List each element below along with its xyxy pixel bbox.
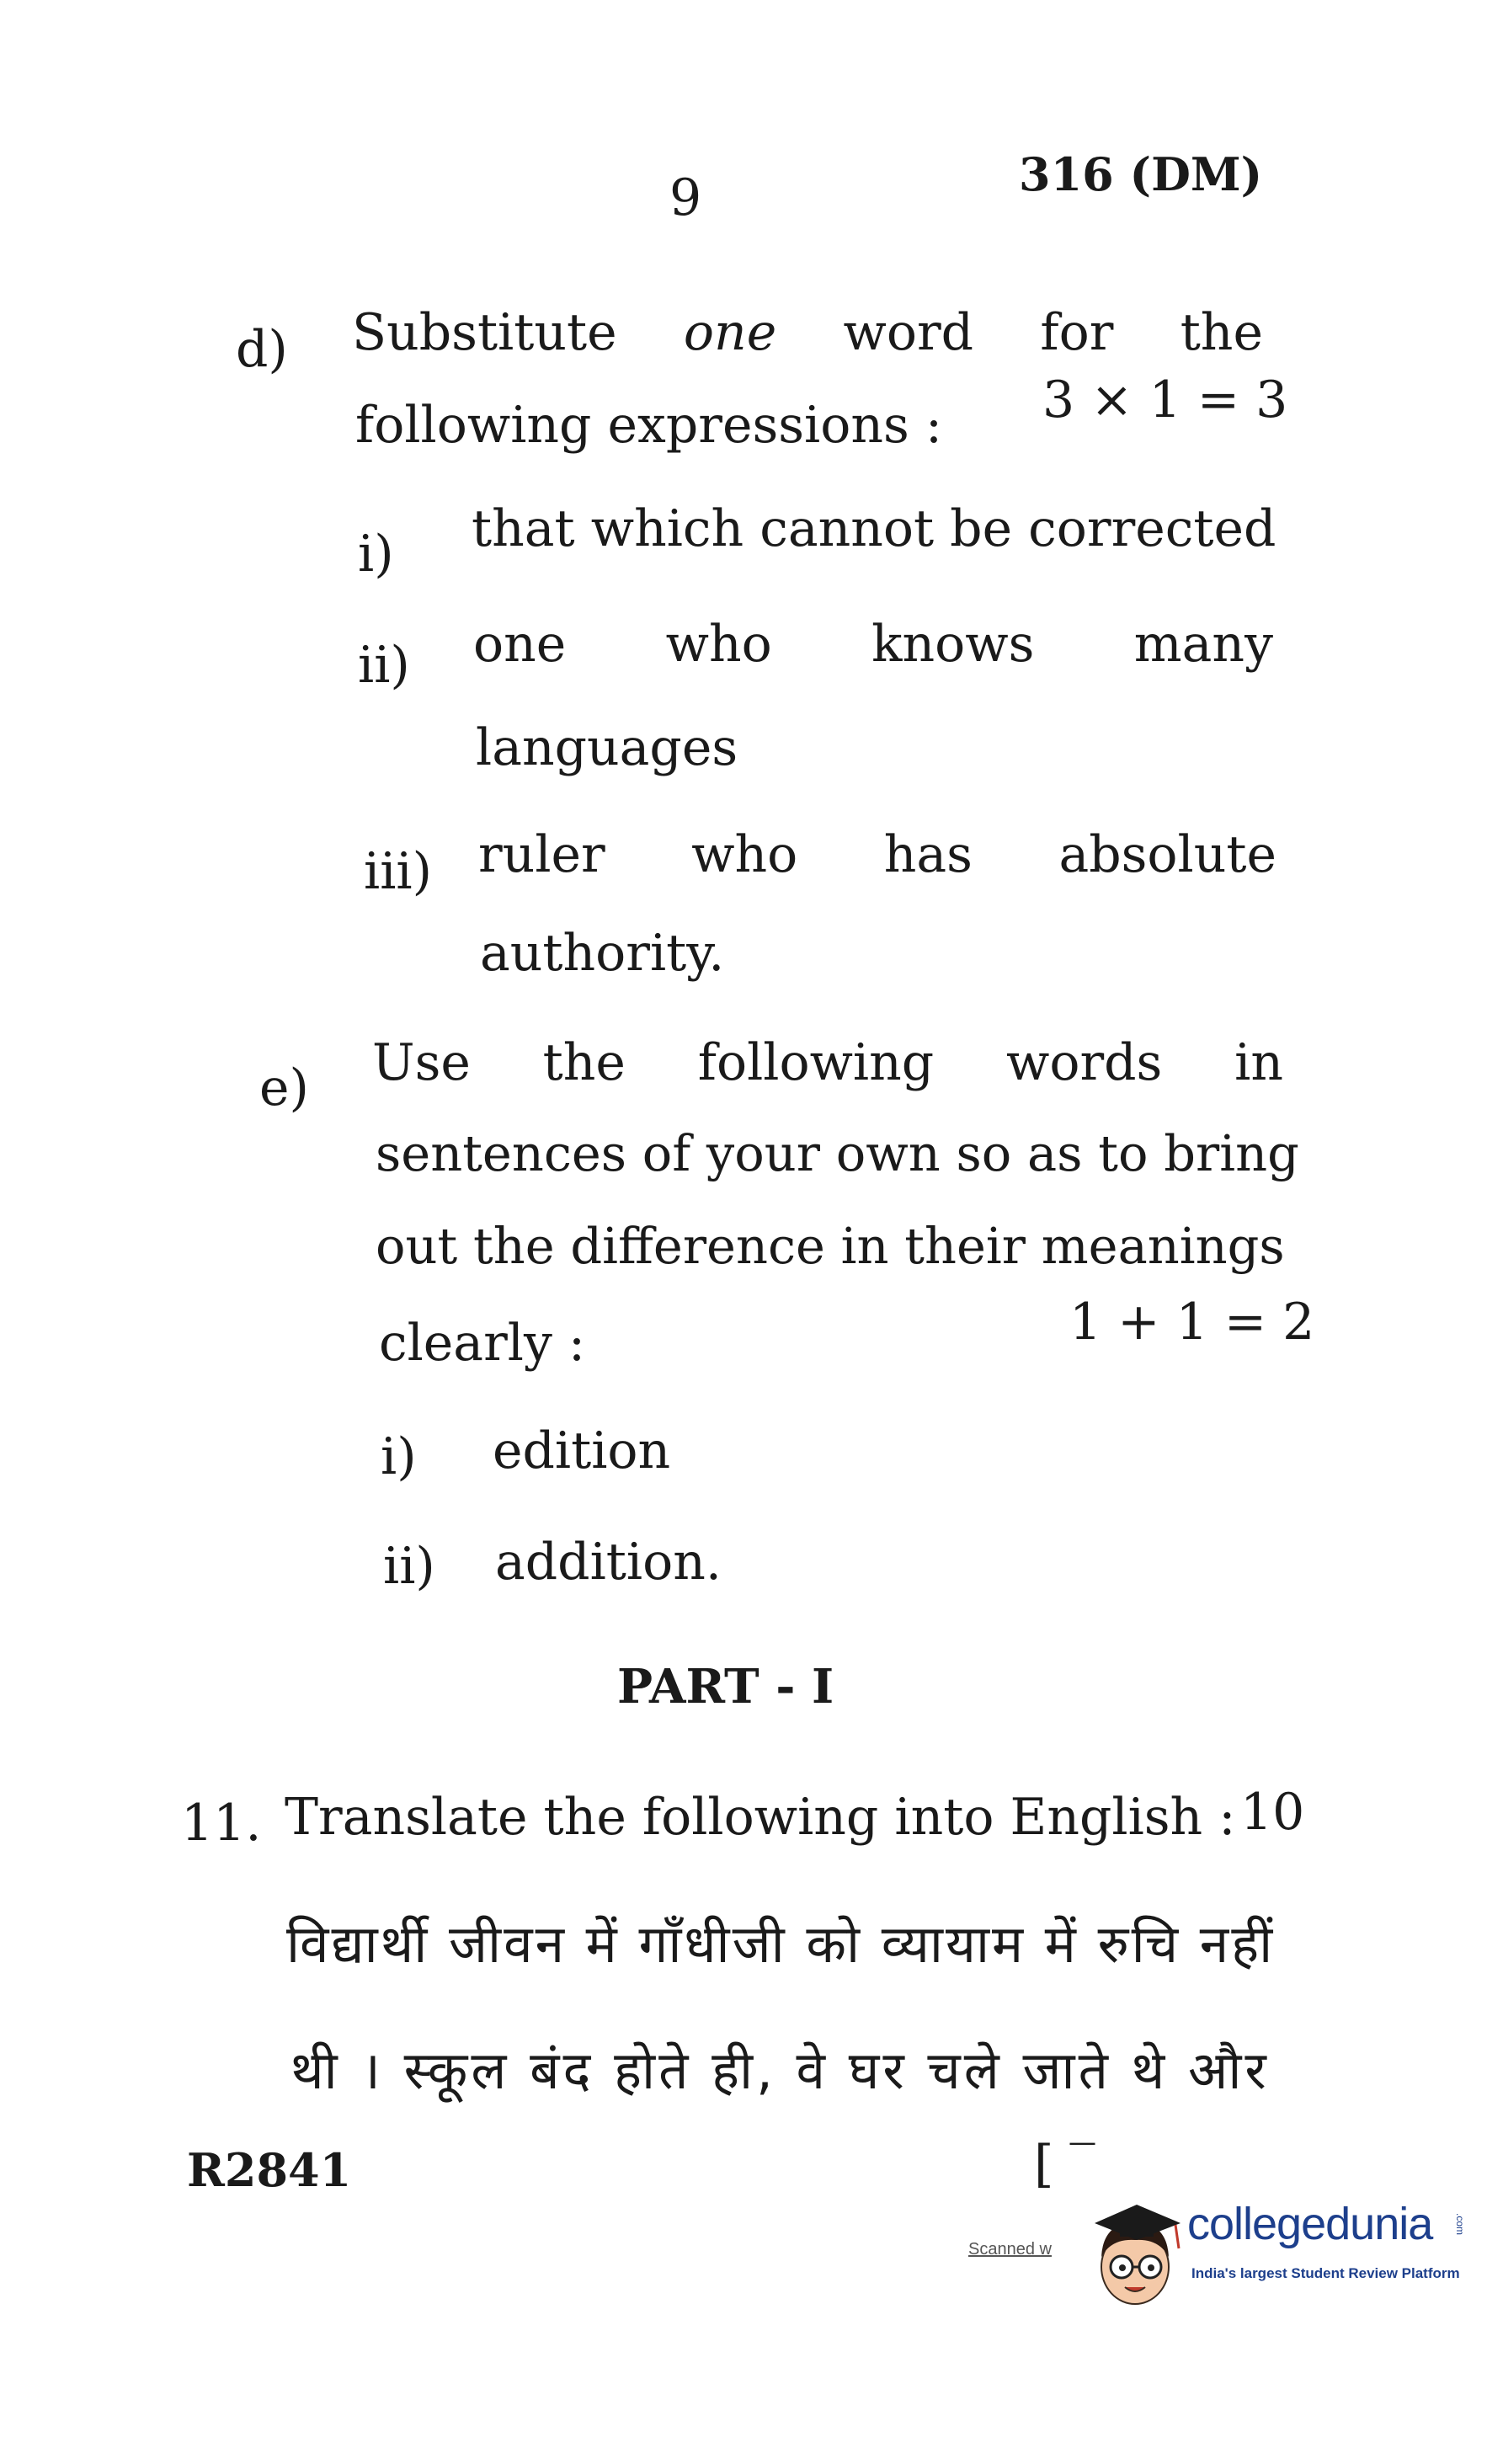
word: for [1040,303,1114,362]
word-emphasis: one [683,303,777,362]
item-text: addition. [495,1533,722,1592]
item-text-line1 [473,615,1273,674]
brand-name: collegedunia [1187,2199,1433,2249]
question-e-line2: sentences of your own so as to bring [376,1124,1299,1182]
word: knows [871,615,1035,674]
item-text: that which cannot be corrected [472,499,1276,558]
part-heading: PART - I [617,1659,834,1715]
item-text-line1 [478,825,1276,884]
collegedunia-logo [1086,2189,1482,2316]
item-number: iii) [364,842,432,901]
question-e-marks: 1 + 1 = 2 [1069,1293,1315,1352]
word: Use [372,1033,471,1092]
hindi-passage-line1: विद्यार्थी जीवन में गाँधीजी को व्यायाम में रुचि नहीं [286,1913,1276,1975]
question-e-line3: out the difference in their meanings [376,1217,1285,1275]
question-d-marks: 3 × 1 = 3 [1042,371,1288,429]
question-11-text: Translate the following into English : [285,1788,1236,1847]
brand-tagline: India's largest Student Review Platform [1191,2265,1460,2281]
question-d-line2: following expressions : [355,396,943,455]
item-text-line2: languages [476,718,738,777]
item-number: i) [381,1427,417,1486]
page-number: 9 [669,168,702,227]
question-e-line1 [372,1033,1283,1092]
question-e-line4: clearly : [379,1314,586,1373]
question-d-label: d) [236,320,288,379]
word: absolute [1058,825,1276,884]
word: many [1133,615,1273,674]
word: following [697,1033,935,1092]
word: the [1180,303,1263,362]
mascot-icon [1086,2189,1187,2316]
hindi-passage-line2: थी । स्कूल बंद होते ही, वे घर चले जाते थे और [290,2040,1270,2101]
paper-code: 316 (DM) [1019,147,1263,201]
word: word [843,303,974,362]
question-d-line1 [352,303,1263,362]
footer-bracket: [ ‾ [1034,2135,1095,2194]
item-text: edition [493,1421,671,1480]
word: ruler [478,825,605,884]
footer-code: R2841 [187,2143,352,2197]
brand-suffix: .com [1454,2213,1466,2236]
item-text-line2: authority. [480,924,725,983]
word: words [1005,1033,1163,1092]
question-11-number: 11. [181,1794,262,1853]
item-number: ii) [383,1537,435,1596]
question-e-label: e) [259,1059,309,1117]
word: Substitute [352,303,617,362]
word: one [473,615,567,674]
scanned-watermark: Scanned w [968,2240,1052,2259]
word: who [665,615,772,674]
item-number: i) [358,525,394,584]
question-11-marks: 10 [1240,1783,1305,1842]
word: has [883,825,973,884]
word: in [1234,1033,1283,1092]
word: who [691,825,798,884]
item-number: ii) [358,636,410,695]
word: the [542,1033,626,1092]
